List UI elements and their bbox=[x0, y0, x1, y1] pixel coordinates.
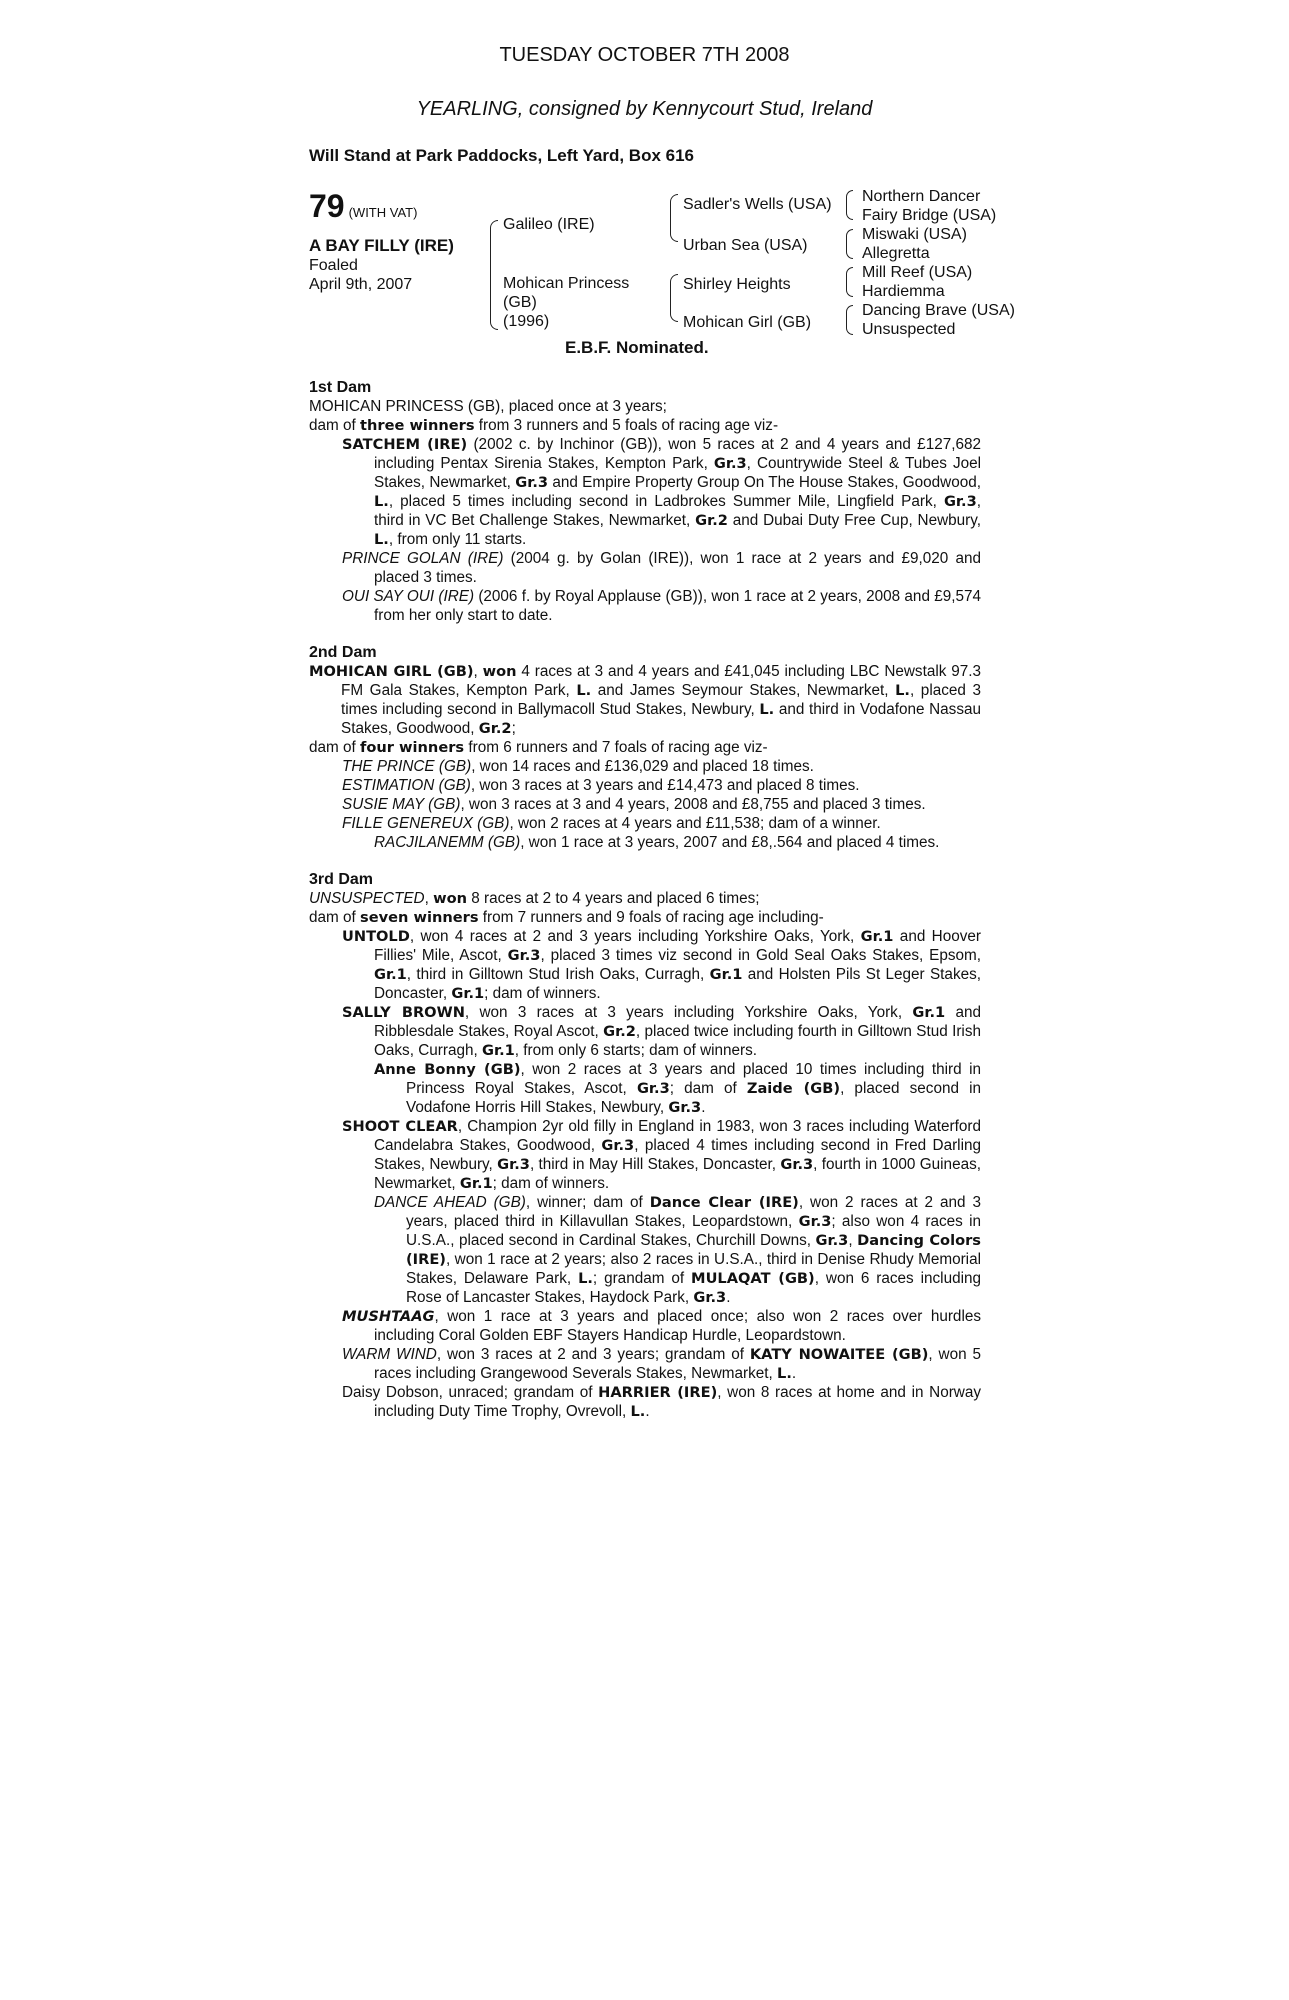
ancestor-name: Unsuspected bbox=[862, 321, 956, 338]
second-dam-record: MOHICAN GIRL (GB), won 4 races at 3 and 4 years and £41,045 including LBC Newstalk 97.3 FM Gala Stakes, Kempton Park, L. and James Seymour Stakes, Newmarket, L., placed 3 times including second in Ballymacoll Stud Stakes, Newbury, L. and third in Vodafone Nassau Stakes, Goodwood, Gr.2; bbox=[309, 663, 982, 737]
first-dam-line: MOHICAN PRINCESS (GB), placed once at 3 years; bbox=[309, 398, 667, 415]
dam-dam-name: Mohican Girl (GB) bbox=[683, 314, 812, 331]
sire-dam-name: Urban Sea (USA) bbox=[683, 237, 808, 254]
pedigree-bracket bbox=[846, 305, 853, 335]
stand-location: Will Stand at Park Paddocks, Left Yard, Box 616 bbox=[309, 146, 694, 165]
produce-entry: OUI SAY OUI (IRE) (2006 f. by Royal Applause (GB)), won 1 race at 2 years, 2008 and £9,574 from her only start to date. bbox=[342, 588, 981, 624]
produce-entry: FILLE GENEREUX (GB), won 2 races at 4 years and £11,538; dam of a winner. bbox=[342, 815, 881, 832]
pedigree-block bbox=[309, 184, 1039, 364]
dam-country: (GB) bbox=[503, 294, 537, 311]
produce-entry: WARM WIND, won 3 races at 2 and 3 years; grandam of KATY NOWAITEE (GB), won 5 races including Grangewood Severals Stakes, Newmarket, L.. bbox=[342, 1346, 981, 1382]
foaled-label: Foaled bbox=[309, 257, 358, 274]
third-dam-record: UNSUSPECTED, won 8 races at 2 to 4 years and placed 6 times; bbox=[309, 890, 760, 907]
horse-name: A BAY FILLY (IRE) bbox=[309, 236, 454, 255]
produce-entry: RACJILANEMM (GB), won 1 race at 3 years, 2007 and £8,.564 and placed 4 times. bbox=[374, 834, 940, 851]
first-dam-produce-summary: dam of three winners from 3 runners and 5 foals of racing age viz- bbox=[309, 417, 779, 434]
dam-year: (1996) bbox=[503, 313, 550, 330]
dam-name: Mohican Princess bbox=[503, 275, 630, 292]
lot-number-value: 79 bbox=[309, 188, 345, 224]
ancestor-name: Allegretta bbox=[862, 245, 930, 262]
produce-entry: THE PRINCE (GB), won 14 races and £136,029 and placed 18 times. bbox=[342, 758, 814, 775]
pedigree-bracket bbox=[670, 194, 678, 242]
ancestor-name: Hardiemma bbox=[862, 283, 945, 300]
third-dam-heading: 3rd Dam bbox=[309, 871, 374, 888]
ancestor-name: Northern Dancer bbox=[862, 188, 981, 205]
second-dam-produce-summary: dam of four winners from 6 runners and 7 foals of racing age viz- bbox=[309, 739, 768, 756]
produce-entry: SATCHEM (IRE) (2002 c. by Inchinor (GB)), won 5 races at 2 and 4 years and £127,682 including Pentax Sirenia Stakes, Kempton Park, Gr.3, Countrywide Steel & Tubes Joel Stakes, Newmarket, Gr.3 and Empire Property Group On The House Stakes, Goodwood, L., placed 5 times including second in Ladbrokes Summer Mile, Lingfield Park, Gr.3, third in VC Bet Challenge Stakes, Newmarket, Gr.2 and Dubai Duty Free Cup, Newbury, L., from only 11 starts. bbox=[342, 436, 982, 548]
ancestor-name: Miswaki (USA) bbox=[862, 226, 967, 243]
produce-entry: ESTIMATION (GB), won 3 races at 3 years and £14,473 and placed 8 times. bbox=[342, 777, 860, 794]
produce-record bbox=[309, 378, 981, 1421]
ancestor-name: Mill Reef (USA) bbox=[862, 264, 973, 281]
sale-date: TUESDAY OCTOBER 7TH 2008 bbox=[499, 44, 790, 66]
produce-entry: Daisy Dobson, unraced; grandam of HARRIER (IRE), won 8 races at home and in Norway including Duty Time Trophy, Ovrevoll, L.. bbox=[342, 1384, 981, 1420]
third-dam-produce-summary: dam of seven winners from 7 runners and 9 foals of racing age including- bbox=[309, 909, 824, 926]
first-dam-heading: 1st Dam bbox=[309, 379, 372, 396]
pedigree-bracket bbox=[670, 274, 678, 322]
foaled-date: April 9th, 2007 bbox=[309, 276, 413, 293]
produce-entry: Anne Bonny (GB), won 2 races at 3 years and placed 10 times including third in Princess Royal Stakes, Ascot, Gr.3; dam of Zaide (GB), placed second in Vodafone Horris Hill Stakes, Newbury, Gr.3. bbox=[374, 1061, 981, 1116]
ancestor-name: Fairy Bridge (USA) bbox=[862, 207, 997, 224]
ancestor-name: Dancing Brave (USA) bbox=[862, 302, 1015, 319]
dam-sire-name: Shirley Heights bbox=[683, 276, 791, 293]
pedigree-bracket bbox=[846, 267, 853, 297]
produce-entry: SHOOT CLEAR, Champion 2yr old filly in England in 1983, won 3 races including Waterford Candelabra Stakes, Goodwood, Gr.3, placed 4 times including second in Fred Darling Stakes, Newbury, Gr.3, third in May Hill Stakes, Doncaster, Gr.3, fourth in 1000 Guineas, Newmarket, Gr.1; dam of winners. bbox=[342, 1118, 981, 1192]
produce-entry: SUSIE MAY (GB), won 3 races at 3 and 4 years, 2008 and £8,755 and placed 3 times. bbox=[342, 796, 926, 813]
sire-name: Galileo (IRE) bbox=[503, 216, 595, 233]
second-dam-heading: 2nd Dam bbox=[309, 644, 377, 661]
ebf-nomination: E.B.F. Nominated. bbox=[565, 338, 709, 357]
pedigree-bracket bbox=[846, 229, 853, 259]
lot-number bbox=[309, 188, 417, 225]
foaled-info bbox=[309, 256, 412, 294]
sire-sire-name: Sadler's Wells (USA) bbox=[683, 196, 832, 213]
produce-entry: UNTOLD, won 4 races at 2 and 3 years including Yorkshire Oaks, York, Gr.1 and Hoover Fillies' Mile, Ascot, Gr.3, placed 3 times viz second in Gold Seal Oaks Stakes, Epsom, Gr.1, third in Gilltown Stud Irish Oaks, Curragh, Gr.1 and Holsten Pils St Leger Stakes, Doncaster, Gr.1; dam of winners. bbox=[342, 928, 981, 1002]
produce-entry: SALLY BROWN, won 3 races at 3 years including Yorkshire Oaks, York, Gr.1 and Ribblesdale Stakes, Royal Ascot, Gr.2, placed twice including fourth in Gilltown Stud Irish Oaks, Curragh, Gr.1, from only 6 starts; dam of winners. bbox=[342, 1004, 981, 1059]
pedigree-bracket bbox=[846, 190, 853, 220]
produce-entry: DANCE AHEAD (GB), winner; dam of Dance Clear (IRE), won 2 races at 2 and 3 years, placed third in Killavullan Stakes, Leopardstown, Gr.3; also won 4 races in U.S.A., placed second in Cardinal Stakes, Churchill Downs, Gr.3, Dancing Colors (IRE), won 1 race at 2 years; also 2 races in U.S.A., third in Denise Rhudy Memorial Stakes, Delaware Park, L.; grandam of MULAQAT (GB), won 6 races including Rose of Lancaster Stakes, Haydock Park, Gr.3. bbox=[374, 1194, 981, 1306]
consignment-line: YEARLING, consigned by Kennycourt Stud, Ireland bbox=[416, 98, 873, 120]
pedigree-bracket bbox=[490, 220, 498, 330]
produce-entry: MUSHTAAG, won 1 race at 3 years and placed once; also won 2 races over hurdles including Coral Golden EBF Stayers Handicap Hurdle, Leopardstown. bbox=[342, 1308, 981, 1344]
vat-note: (WITH VAT) bbox=[348, 205, 418, 220]
produce-entry: PRINCE GOLAN (IRE) (2004 g. by Golan (IRE)), won 1 race at 2 years and £9,020 and placed 3 times. bbox=[342, 550, 981, 586]
